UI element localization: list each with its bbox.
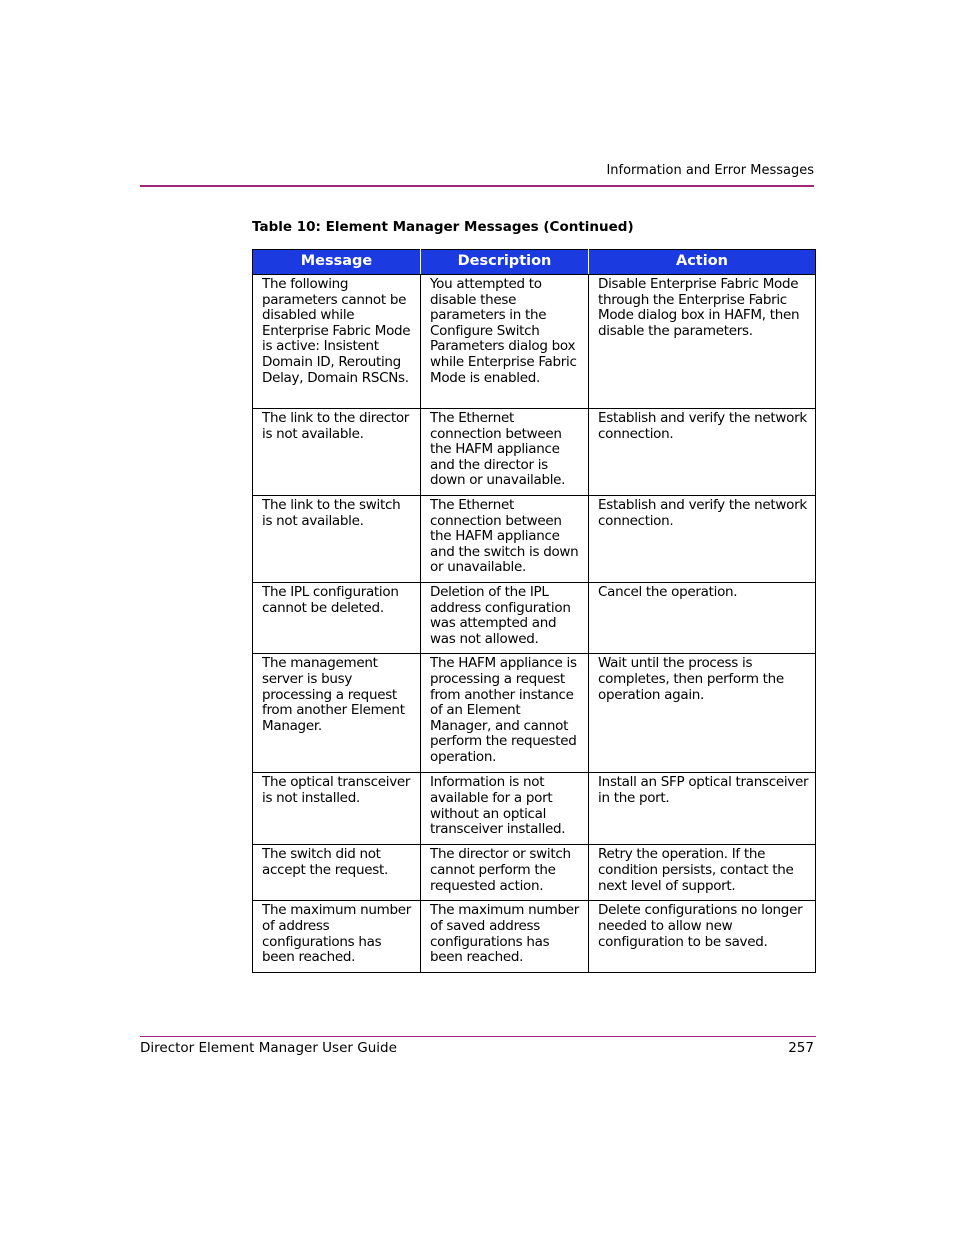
running-head: Information and Error Messages bbox=[606, 163, 814, 178]
column-header-message: Message bbox=[253, 250, 421, 275]
message-cell: The link to the director is not available. bbox=[253, 409, 421, 496]
action-cell: Install an SFP optical transceiver in the port. bbox=[589, 773, 816, 845]
description-cell: Information is not available for a port without an optical transceiver installed. bbox=[421, 773, 589, 845]
description-cell: The maximum number of saved address configurations has been reached. bbox=[421, 901, 589, 973]
table-row bbox=[253, 409, 816, 496]
action-cell: Cancel the operation. bbox=[589, 583, 816, 654]
message-cell: The maximum number of address configurations has been reached. bbox=[253, 901, 421, 973]
header-rule bbox=[140, 185, 814, 187]
action-cell: Establish and verify the network connection. bbox=[589, 409, 816, 496]
message-cell: The link to the switch is not available. bbox=[253, 496, 421, 583]
table-row bbox=[253, 773, 816, 845]
description-cell: The Ethernet connection between the HAFM appliance and the director is down or unavailable. bbox=[421, 409, 589, 496]
table-row bbox=[253, 654, 816, 773]
message-cell: The IPL configuration cannot be deleted. bbox=[253, 583, 421, 654]
table-row bbox=[253, 583, 816, 654]
action-cell: Delete configurations no longer needed to allow new configuration to be saved. bbox=[589, 901, 816, 973]
action-cell: Wait until the process is completes, then perform the operation again. bbox=[589, 654, 816, 773]
description-cell: Deletion of the IPL address configuration was attempted and was not allowed. bbox=[421, 583, 589, 654]
description-cell: You attempted to disable these parameters in the Configure Switch Parameters dialog box while Enterprise Fabric Mode is enabled. bbox=[421, 275, 589, 409]
footer-title: Director Element Manager User Guide bbox=[140, 1040, 397, 1056]
table-row bbox=[253, 275, 816, 409]
message-cell: The optical transceiver is not installed. bbox=[253, 773, 421, 845]
footer-rule bbox=[140, 1036, 816, 1037]
table-row bbox=[253, 496, 816, 583]
table-header-row bbox=[253, 250, 816, 275]
table-caption: Table 10: Element Manager Messages (Continued) bbox=[252, 219, 634, 235]
table-row bbox=[253, 901, 816, 973]
action-cell: Establish and verify the network connection. bbox=[589, 496, 816, 583]
action-cell: Retry the operation. If the condition persists, contact the next level of support. bbox=[589, 845, 816, 901]
column-header-description: Description bbox=[421, 250, 589, 275]
message-cell: The switch did not accept the request. bbox=[253, 845, 421, 901]
message-cell: The management server is busy processing a request from another Element Manager. bbox=[253, 654, 421, 773]
action-cell: Disable Enterprise Fabric Mode through the Enterprise Fabric Mode dialog box in HAFM, then disable the parameters. bbox=[589, 275, 816, 409]
table-row bbox=[253, 845, 816, 901]
description-cell: The HAFM appliance is processing a request from another instance of an Element Manager, and cannot perform the requested operation. bbox=[421, 654, 589, 773]
message-cell: The following parameters cannot be disabled while Enterprise Fabric Mode is active: Insistent Domain ID, Rerouting Delay, Domain RSCNs. bbox=[253, 275, 421, 409]
column-header-action: Action bbox=[589, 250, 816, 275]
description-cell: The director or switch cannot perform the requested action. bbox=[421, 845, 589, 901]
page-number: 257 bbox=[788, 1040, 814, 1056]
messages-table bbox=[252, 249, 816, 973]
description-cell: The Ethernet connection between the HAFM appliance and the switch is down or unavailable. bbox=[421, 496, 589, 583]
